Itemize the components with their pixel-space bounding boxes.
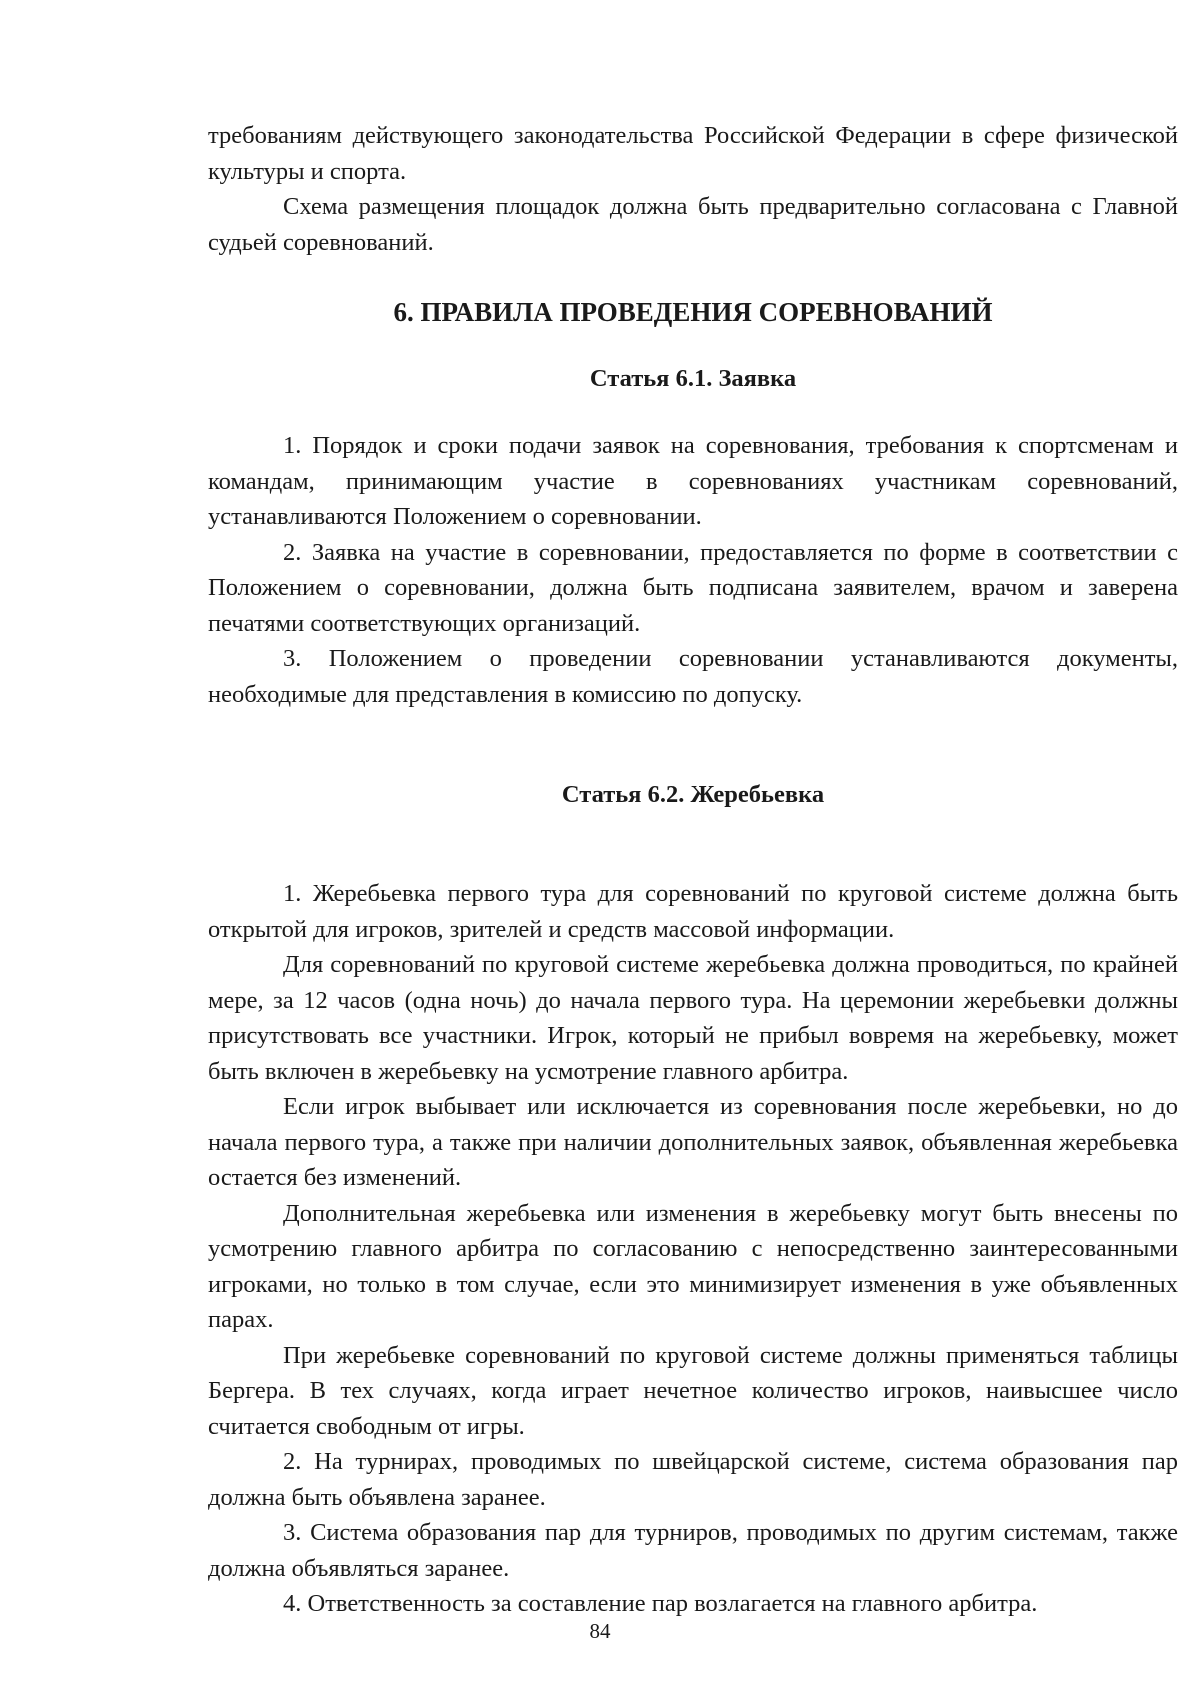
article-6-2-paragraph-1: 1. Жеребьевка первого тура для соревнований по круговой системе должна быть открытой для игроков, зрителей и средств массовой информации. — [208, 880, 1178, 943]
article-6-1-paragraph-2: 2. Заявка на участие в соревновании, предоставляется по форме в соответствии с Положением о соревновании, должна быть подписана заявителем, врачом и заверена печатями соответствующих организаций. — [208, 538, 1178, 637]
article-6-2-title: Статья 6.2. Жеребьевка — [561, 781, 825, 808]
article-6-2-paragraph-4: Дополнительная жеребьевка или изменения в жеребьевку могут быть внесены по усмотрению главного арбитра по согласованию с непосредственно заинтересованными игроками, но только в том случае, если это минимизирует изменения в уже объявленных парах. — [208, 1199, 1178, 1333]
article-6-2-paragraph-6: 2. На турнирах, проводимых по швейцарской системе, система образования пар должна быть объявлена заранее. — [208, 1448, 1178, 1511]
page-number: 84 — [589, 1619, 611, 1643]
section-title: 6. ПРАВИЛА ПРОВЕДЕНИЯ СОРЕВНОВАНИЙ — [393, 297, 993, 327]
article-6-1-paragraph-1: 1. Порядок и сроки подачи заявок на соревнования, требования к спортсменам и командам, принимающим участие в соревнованиях участникам соревнований, устанавливаются Положением о соревновании. — [208, 432, 1178, 530]
intro-paragraph-2: Схема размещения площадок должна быть предварительно согласована с Главной судьей соревнований. — [208, 193, 1178, 256]
article-6-1-paragraph-3: 3. Положением о проведении соревновании устанавливаются документы, необходимые для представления в комиссию по допуску. — [208, 645, 1178, 708]
page-body — [208, 118, 1178, 1622]
article-6-2-paragraph-2: Для соревнований по круговой системе жеребьевка должна проводиться, по крайней мере, за 12 часов (одна ночь) до начала первого тура. На церемонии жеребьевки должны присутствовать все участники. Игрок, который не прибыл вовремя на жеребьевку, может быть включен в жеребьевку на усмотрение главного арбитра. — [208, 951, 1178, 1085]
intro-paragraph-1: требованиям действующего законодательства Российской Федерации в сфере физической культуры и спорта. — [208, 122, 1178, 185]
article-6-2-paragraph-7: 3. Система образования пар для турниров, проводимых по другим системам, также должна объявляться заранее. — [208, 1519, 1178, 1582]
article-6-2-paragraph-8: 4. Ответственность за составление пар возлагается на главного арбитра. — [283, 1590, 1038, 1617]
article-6-2-paragraph-5: При жеребьевке соревнований по круговой системе должны применяться таблицы Бергера. В тех случаях, когда играет нечетное количество игроков, наивысшее число считается свободным от игры. — [208, 1341, 1178, 1440]
article-6-2-paragraph-3: Если игрок выбывает или исключается из соревнования после жеребьевки, но до начала первого тура, а также при наличии дополнительных заявок, объявленная жеребьевка остается без изменений. — [208, 1093, 1178, 1191]
article-6-1-title: Статья 6.1. Заявка — [589, 365, 797, 392]
